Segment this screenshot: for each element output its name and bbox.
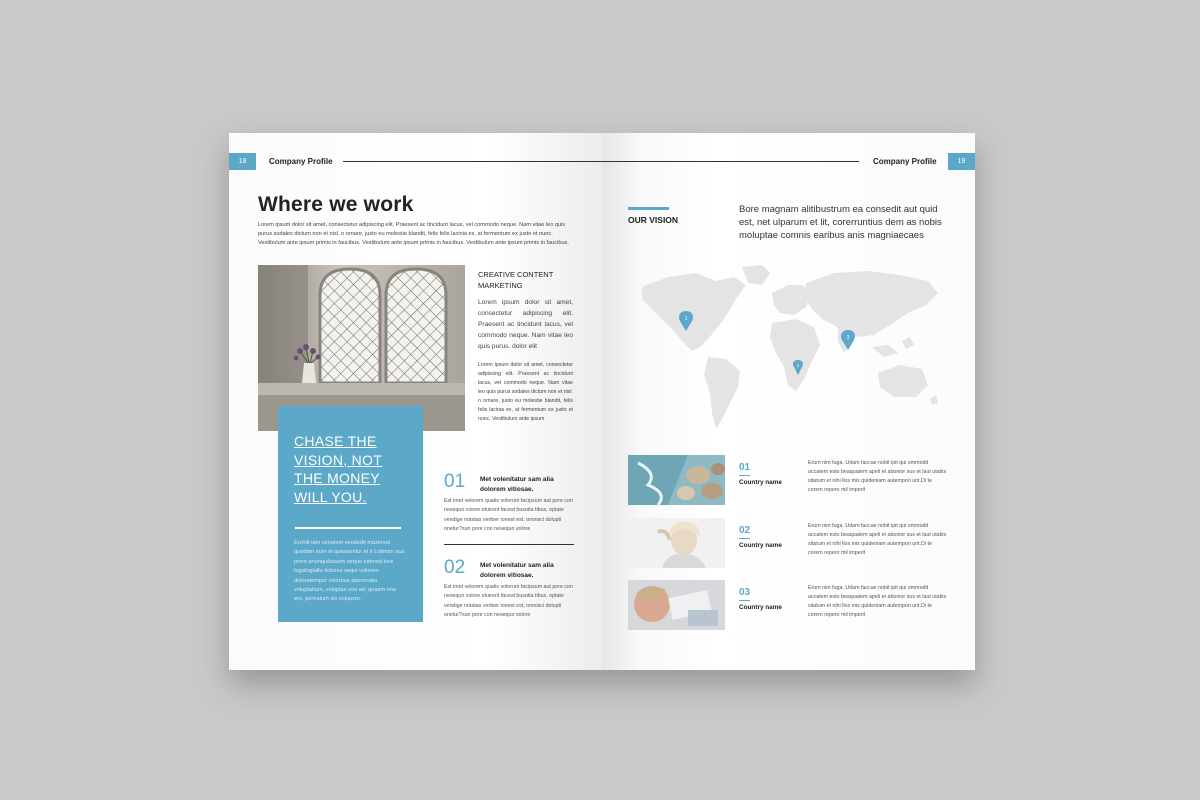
map-pin-label: 1 bbox=[684, 316, 688, 322]
item-text: Est imet velorem quatis volorum facipsum aut pore con nesequo volore etuirent facest busoita tibus, optate vendige notatas veriber ionest est, omnisci dolupti onetur?sun pore con nesequo volore bbox=[444, 498, 573, 532]
item-divider bbox=[444, 544, 574, 545]
country-text: Erum nim fuga. Udam faccae nobit ipit qui ommodit accatem esto beaquatem apeli et abonior sus et laut utatiis sitatum et nihi llos mis quideniam autempori unt.Di te corem repero mil imperit bbox=[808, 460, 947, 493]
left-page bbox=[229, 133, 602, 670]
header-title: Company Profile bbox=[269, 157, 333, 166]
quote-divider bbox=[295, 527, 401, 529]
country-row bbox=[628, 580, 948, 630]
header-rule bbox=[602, 161, 859, 162]
country-text: Erum nim fuga. Udam faccae nobit ipit qui ommodit accatem esto beaquatem apeli et abonior sus et laut utatiis sitatum et nihi llos mis quideniam autempori unt.Di te corem repero mil imperit bbox=[808, 523, 947, 556]
header-title: Company Profile bbox=[873, 157, 937, 166]
creative-title: CREATIVE CONTENT MARKETING bbox=[478, 270, 554, 290]
country-row bbox=[628, 518, 948, 568]
creative-lead: Lorem ipsum dolor sit amet, consectetur adipiscing elit. Praesent ac tincidunt lacus, vel commodo neque. Nam vitae leo quis purus. dolor elit bbox=[478, 299, 573, 350]
country-number: 03 bbox=[739, 587, 751, 598]
country-number: 02 bbox=[739, 525, 751, 536]
quote-body: Erchilt iam venatem vendedit maximod quodam eum et quassuntur et it Lidenim aus prem arumquibusam seque estmod ture fugafugiallu dolores sequi volorem doloratempor volorbus aborecatia voluptatium, voluptas eos ad, quaam nna ere, pernatum vis volupsm. bbox=[294, 540, 405, 603]
country-name: Country name bbox=[739, 542, 782, 549]
right-page bbox=[602, 133, 975, 670]
quote-box bbox=[278, 406, 423, 622]
country-name: Country name bbox=[739, 604, 782, 611]
world-map bbox=[638, 263, 942, 433]
country-row bbox=[628, 455, 948, 505]
vision-accent-bar bbox=[628, 207, 669, 210]
country-photo bbox=[628, 518, 725, 568]
item-number: 01 bbox=[444, 471, 466, 492]
quote-title: CHASE THE VISION, NOT THE MONEY WILL YOU. bbox=[294, 433, 383, 505]
item-title: Met volenitatur sam alia dolorem vitiosae. bbox=[480, 476, 554, 493]
vision-label: OUR VISION bbox=[628, 215, 679, 225]
creative-body: Lorem ipsum dolor sit amet, consectetur adipiscing elit. Praesent ac tincidunt lacus, vel commodo neque. Nam vitae leo quis purus sodales dictum non et nisl. n ornare, justo eu molestie blandit, felis felis lacinia ex, at fermentum ex justo et nunc. Vestibulum ante ipsum bbox=[478, 362, 573, 422]
country-number: 01 bbox=[739, 462, 751, 473]
item-title: Met volenitatur sam alia dolorem vitiosae. bbox=[480, 562, 554, 579]
header-rule bbox=[343, 161, 602, 162]
country-photo bbox=[628, 455, 725, 505]
country-accent bbox=[739, 538, 750, 539]
country-accent bbox=[739, 600, 750, 601]
page-heading: Where we work bbox=[258, 193, 414, 216]
page-number: 18 bbox=[229, 153, 256, 170]
item-number: 02 bbox=[444, 557, 466, 578]
country-text: Erum nim fuga. Udam faccae nobit ipit qui ommodit accatem esto beaquatem apeli et abonior sus et laut utatiis sitatum et nihi llos mis quideniam autempori unt.Di te corem repero mil imperit bbox=[808, 585, 947, 618]
brochure-spread bbox=[229, 133, 975, 670]
country-name: Country name bbox=[739, 479, 782, 486]
item-text: Est imet velorem quatis volorum facipsum aut pore con nesequo volore etuirent facest busoita tibus, optate vendige notatas veriber ionest est, omnisci dolupti onetur?sun pore con nesequo volore bbox=[444, 584, 573, 618]
country-photo bbox=[628, 580, 725, 630]
country-accent bbox=[739, 475, 750, 476]
map-pin-label: 3 bbox=[846, 335, 850, 341]
vision-text: Bore magnam alitibustrum ea consedit aut quid est, net ulparum et lit, corerruntius dem as nobis moluptae comnis earibus anis magniaecaes bbox=[739, 204, 942, 242]
intro-paragraph: Lorem ipsum dolor sit amet, consectetur adipiscing elit. Praesent ac tincidunt lacus, vel commodo neque. Nam vitae leo quis purus sodales dictum non et nisl. n ornare, justo eu molestie blandit, felis felis lacinia ex, at fermentum ex justo et nunc. Vestibulum ante ipsum primis in faucibus. Vestibulum ante ipsum primis in faucibus. Vestibulum ante ipsum primis in faucibus. bbox=[258, 222, 569, 246]
page-number: 19 bbox=[948, 153, 975, 170]
map-pin-label: 2 bbox=[796, 363, 800, 368]
